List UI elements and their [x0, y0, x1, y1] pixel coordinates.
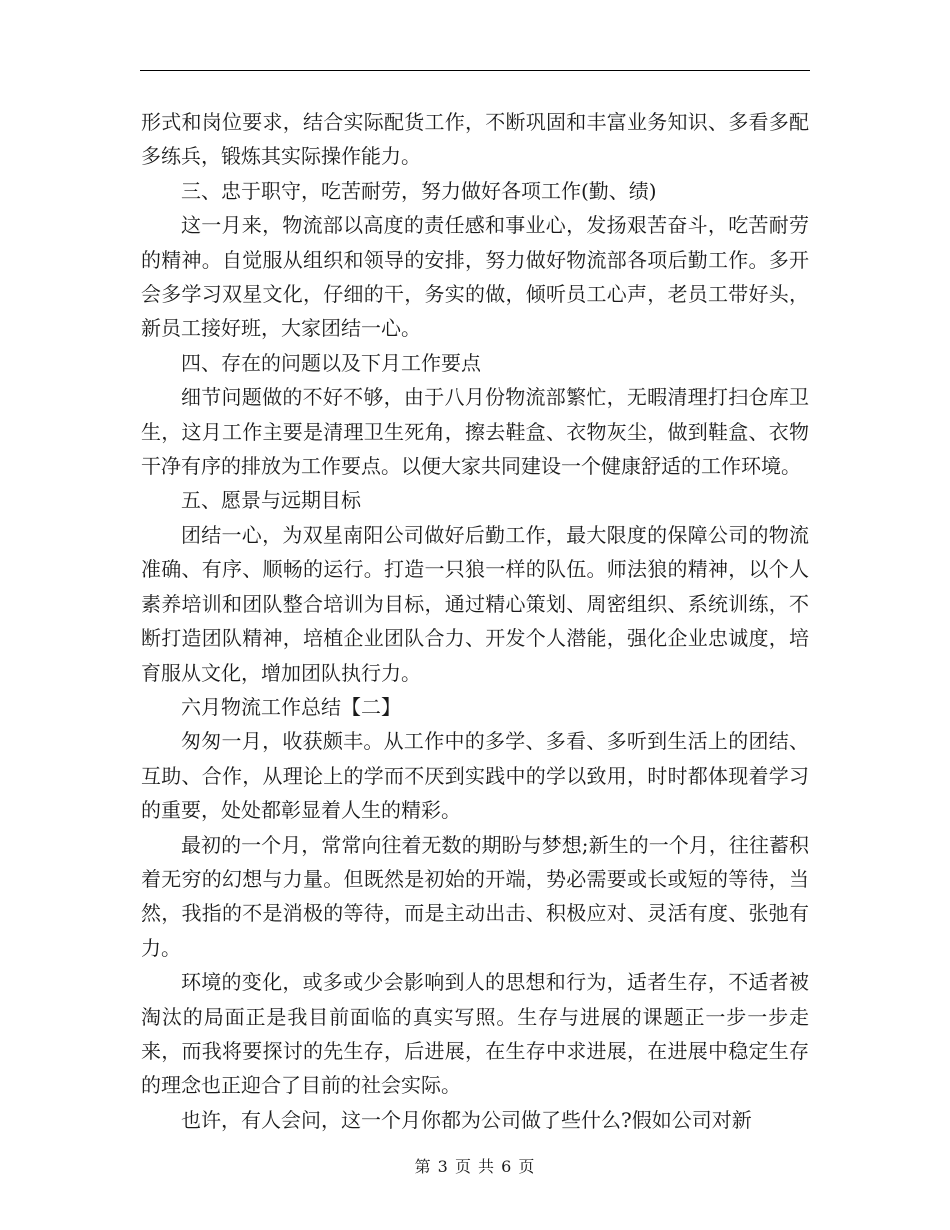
page-number-footer: 第 3 页 共 6 页: [414, 1157, 536, 1176]
paragraph: 也许，有人会问，这一个月你都为公司做了些什么?假如公司对新: [181, 1107, 752, 1132]
paragraph: 形式和岗位要求，结合实际配货工作，不断巩固和丰富业务知识、多看多配多练兵，锻炼其实际操作能力。: [141, 110, 809, 169]
paragraph: 匆匆一月，收获颇丰。从工作中的多学、多看、多听到生活上的团结、互助、合作，从理论上的学而不厌到实践中的学以致用，时时都体现着学习的重要，处处都彰显着人生的精彩。: [141, 729, 809, 823]
header-rule: [140, 70, 810, 71]
section-heading: 五、愿景与远期目标: [181, 488, 361, 513]
paragraph: 这一月来，物流部以高度的责任感和事业心，发扬艰苦奋斗，吃苦耐劳的精神。自觉服从组织和领导的安排，努力做好物流部各项后勤工作。多开会多学习双星文化，仔细的干，务实的做，倾听员工心声，老员工带好头，新员工接好班，大家团结一心。: [141, 213, 809, 341]
section-heading: 六月物流工作总结【二】: [181, 694, 401, 719]
paragraph: 团结一心，为双星南阳公司做好后勤工作，最大限度的保障公司的物流准确、有序、顺畅的运行。打造一只狼一样的队伍。师法狼的精神，以个人素养培训和团队整合培训为目标，通过精心策划、周密组织、系统训练，不断打造团队精神，培植企业团队合力、开发个人潜能，强化企业忠诚度，培育服从文化，增加团队执行力。: [141, 522, 809, 685]
paragraph: 环境的变化，或多或少会影响到人的思想和行为，适者生存，不适者被淘汰的局面正是我目前面临的真实写照。生存与进展的课题正一步一步走来，而我将要探讨的先生存，后进展，在生存中求进展，在进展中稳定生存的理念也正迎合了目前的社会实际。: [141, 970, 809, 1098]
section-heading: 四、存在的问题以及下月工作要点: [181, 350, 481, 375]
paragraph: 最初的一个月，常常向往着无数的期盼与梦想;新生的一个月，往往蓄积着无穷的幻想与力量。但既然是初始的开端，势必需要或长或短的等待，当然，我指的不是消极的等待，而是主动出击、积极应对、灵活有度、张弛有力。: [141, 832, 809, 960]
document-body: [141, 105, 809, 1137]
paragraph: 细节问题做的不好不够，由于八月份物流部繁忙，无暇清理打扫仓库卫生，这月工作主要是清理卫生死角，擦去鞋盒、衣物灰尘，做到鞋盒、衣物干净有序的排放为工作要点。以便大家共同建设一个健康舒适的工作环境。: [141, 385, 809, 479]
section-heading: 三、忠于职守，吃苦耐劳，努力做好各项工作(勤、绩): [181, 178, 657, 203]
